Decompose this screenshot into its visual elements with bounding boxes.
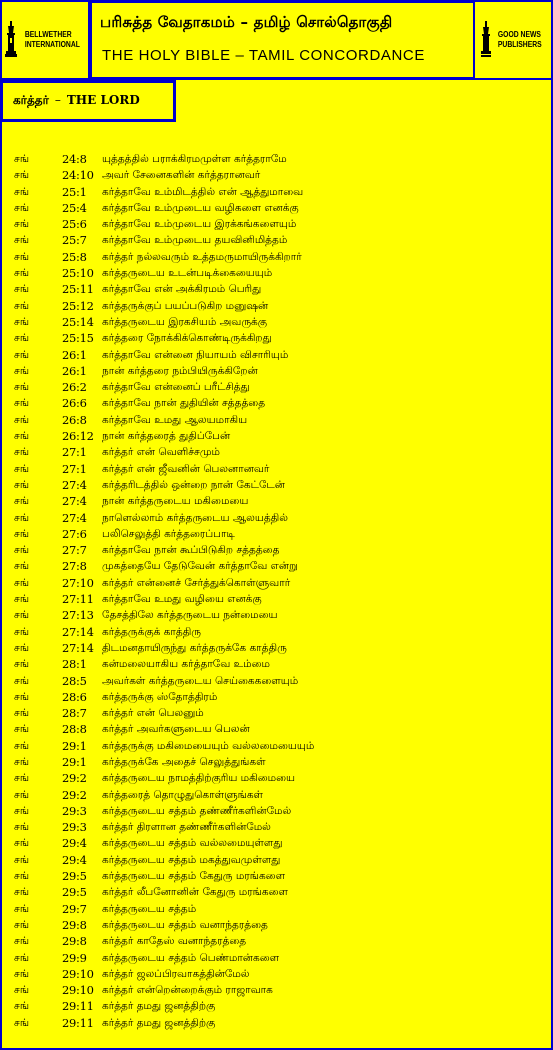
list-item (0, 216, 553, 232)
book-abbrev: சங் (14, 821, 30, 834)
book-abbrev: சங் (14, 658, 30, 671)
verse-reference: 29:11 (62, 1015, 94, 1030)
verse-text: கர்த்தருடைய நாமத்திற்குரிய மகிமையை (102, 772, 296, 785)
verse-text: கர்த்தாவே நான் கூப்பிடுகிற சத்தத்தை (102, 544, 280, 557)
verse-reference: 29:2 (62, 787, 87, 802)
list-item (0, 493, 553, 509)
book-abbrev: சங் (14, 690, 30, 703)
book-abbrev: சங் (14, 641, 30, 654)
verse-text: கர்த்தாவே உம்மிடத்தில் என் ஆத்துமாவை (102, 185, 304, 198)
verse-reference: 26:8 (62, 412, 87, 427)
verse-text: கர்த்தருடைய சத்தம் வனாந்தரத்தை (102, 918, 268, 931)
verse-text: கர்த்தர் தமது ஜனத்திற்கு (102, 1016, 216, 1029)
verse-text: கர்த்தரை நோக்கிக்கொண்டிருக்கிறது (102, 332, 272, 345)
verse-text: கர்த்தரைத் தொழுதுகொள்ளுங்கள் (102, 788, 264, 801)
book-abbrev: சங் (14, 707, 30, 720)
verse-reference: 27:13 (62, 608, 94, 623)
verse-text: கர்த்தர் காதேஸ் வனாந்தரத்தை (102, 935, 247, 948)
book-abbrev: சங் (14, 772, 30, 785)
verse-reference: 27:4 (62, 477, 87, 492)
verse-reference: 24:8 (62, 152, 87, 166)
verse-text: கர்த்தருக்கே அதைச் செலுத்துங்கள் (102, 755, 266, 768)
verse-text: கர்த்தர் அவர்களுடைய பெலன் (102, 723, 250, 736)
book-abbrev: சங் (14, 544, 30, 557)
verse-text: கர்த்தாவே உம்முடைய வழிகளை எனக்கு (102, 201, 299, 214)
book-abbrev: சங் (14, 902, 30, 915)
list-item (0, 705, 553, 721)
list-item (0, 281, 553, 297)
book-abbrev: சங் (14, 430, 30, 443)
verse-text: கர்த்தாவே என்னைப் பரீட்சித்து (102, 381, 250, 394)
verse-text: கர்த்தருக்கு ஸ்தோத்திரம் (102, 690, 218, 703)
list-item (0, 542, 553, 558)
verse-reference: 26:1 (62, 347, 87, 362)
list-item (0, 689, 553, 705)
list-item (0, 461, 553, 477)
verse-reference: 27:8 (62, 559, 87, 574)
book-abbrev: சங் (14, 185, 30, 198)
book-abbrev: சங் (14, 218, 30, 231)
verse-text: கர்த்தர் என் ஜீவனின் பெலனானவர் (102, 462, 270, 475)
book-abbrev: சங் (14, 870, 30, 883)
verse-reference: 27:1 (62, 445, 87, 460)
list-item (0, 526, 553, 542)
subject-box (0, 80, 176, 122)
verse-reference: 27:14 (62, 640, 94, 655)
subject-tamil: கர்த்தர் (13, 93, 49, 107)
concordance-list (0, 151, 553, 1031)
verse-reference: 28:6 (62, 689, 87, 704)
verse-text: கர்த்தர் திரளான தண்ணீர்களின்மேல் (102, 821, 271, 834)
list-item (0, 363, 553, 379)
list-item (0, 901, 553, 917)
verse-text: கர்த்தருடைய சத்தம் வல்லமையுள்ளது (102, 837, 283, 850)
book-abbrev: சங் (14, 153, 30, 165)
left-logo-box (0, 0, 90, 80)
book-abbrev: சங் (14, 984, 30, 997)
verse-text: கர்த்தருடைய உடன்படிக்கையையும் (102, 267, 273, 280)
verse-text: கர்த்தர் ஜலப்பிரவாகத்தின்மேல் (102, 967, 250, 980)
book-abbrev: சங் (14, 886, 30, 899)
verse-text: கர்த்தாவே உம்முடைய இரக்கங்களையும் (102, 218, 297, 231)
book-abbrev: சங் (14, 250, 30, 263)
bell-tower-icon (5, 21, 17, 59)
verse-text: பலிசெலுத்தி கர்த்தரைப்பாடி (102, 527, 235, 540)
list-item (0, 249, 553, 265)
book-abbrev: சங் (14, 853, 30, 866)
book-abbrev: சங் (14, 495, 30, 508)
verse-text: திடமனதாயிருந்து கர்த்தருக்கே காத்திரு (102, 641, 287, 654)
verse-text: கர்த்தருடைய சத்தம் (102, 902, 197, 915)
list-item (0, 607, 553, 623)
book-abbrev: சங் (14, 478, 30, 491)
verse-reference: 29:1 (62, 754, 87, 769)
verse-reference: 28:8 (62, 722, 87, 737)
verse-reference: 28:1 (62, 657, 87, 672)
book-abbrev: சங் (14, 201, 30, 214)
list-item (0, 721, 553, 737)
book-abbrev: சங் (14, 381, 30, 394)
verse-text: நான் கர்த்தருடைய மகிமையை (102, 495, 249, 508)
list-item (0, 624, 553, 640)
book-abbrev: சங் (14, 560, 30, 573)
verse-text: கர்த்தர் லீபனோனின் கேதுரு மரங்களை (102, 886, 288, 899)
list-item (0, 347, 553, 363)
verse-text: யுத்தத்தில் பராக்கிரமமுள்ள கர்த்தராமே (102, 153, 287, 165)
list-item (0, 184, 553, 200)
verse-text: அவர் சேனைகளின் கர்த்தரானவர் (102, 169, 261, 182)
list-item (0, 787, 553, 803)
list-item (0, 151, 553, 167)
verse-text: கர்த்தர் தமது ஜனத்திற்கு (102, 1000, 216, 1013)
good-news-logo (475, 2, 551, 78)
tower-icon (481, 21, 491, 59)
book-abbrev: சங் (14, 576, 30, 589)
list-item (0, 982, 553, 998)
verse-text: கர்த்தாவே உம்முடைய தயவினிமித்தம் (102, 234, 288, 247)
book-abbrev: சங் (14, 397, 30, 410)
verse-reference: 26:2 (62, 380, 87, 395)
list-item (0, 575, 553, 591)
verse-reference: 27:11 (62, 592, 94, 607)
list-item (0, 884, 553, 900)
list-item (0, 770, 553, 786)
list-item (0, 510, 553, 526)
verse-reference: 24:10 (62, 168, 94, 183)
book-abbrev: சங் (14, 609, 30, 622)
verse-text: கர்த்தருடைய சத்தம் பெண்மான்களை (102, 951, 280, 964)
verse-reference: 27:10 (62, 575, 94, 590)
verse-text: கர்த்தாவே என்னை நியாயம் விசாரியும் (102, 348, 289, 361)
verse-reference: 27:6 (62, 526, 87, 541)
list-item (0, 673, 553, 689)
verse-reference: 29:4 (62, 852, 87, 867)
verse-text: கர்த்தர் என் பெலனும் (102, 707, 204, 720)
logo-text-line: PUBLISHERS (497, 40, 542, 49)
verse-text: கர்த்தருடைய சத்தம் கேதுரு மரங்களை (102, 870, 286, 883)
subject-heading (13, 93, 140, 109)
verse-text: நான் கர்த்தரை நம்பியிருக்கிறேன் (102, 364, 258, 377)
book-abbrev: சங் (14, 462, 30, 475)
verse-text: நாளெல்லாம் கர்த்தருடைய ஆலயத்தில் (102, 511, 288, 524)
verse-reference: 29:3 (62, 820, 87, 835)
list-item (0, 395, 553, 411)
list-item (0, 917, 553, 933)
book-abbrev: சங் (14, 837, 30, 850)
book-abbrev: சங் (14, 739, 30, 752)
subject-separator: – (54, 93, 61, 107)
book-abbrev: சங் (14, 315, 30, 328)
verse-reference: 27:1 (62, 461, 87, 476)
verse-reference: 26:6 (62, 396, 87, 411)
verse-reference: 29:10 (62, 983, 94, 998)
list-item (0, 868, 553, 884)
logo-text-line: BELLWETHER (24, 30, 72, 39)
verse-reference: 27:14 (62, 624, 94, 639)
verse-text: கர்த்தருக்குக் காத்திரு (102, 625, 202, 638)
verse-text: கர்த்தர் என்னைச் சேர்த்துக்கொள்ளுவார் (102, 576, 291, 589)
logo-text-line: GOOD NEWS (497, 30, 541, 39)
verse-text: கர்த்தர் நல்லவரும் உத்தமருமாயிருக்கிறார் (102, 250, 302, 263)
verse-text: கர்த்தருக்கு மகிமையையும் வல்லமையையும் (102, 739, 315, 752)
list-item (0, 428, 553, 444)
list-item (0, 200, 553, 216)
list-item (0, 754, 553, 770)
good-news-logo-text (498, 30, 542, 50)
verse-text: கர்த்தரிடத்தில் ஒன்றை நான் கேட்டேன் (102, 478, 285, 491)
verse-reference: 25:7 (62, 233, 87, 248)
book-abbrev: சங் (14, 527, 30, 540)
book-abbrev: சங் (14, 951, 30, 964)
verse-reference: 27:7 (62, 543, 87, 558)
list-item (0, 379, 553, 395)
verse-reference: 29:10 (62, 966, 94, 981)
verse-reference: 29:7 (62, 901, 87, 916)
verse-text: கர்த்தருடைய சத்தம் மகத்துவமுள்ளது (102, 853, 281, 866)
bellwether-logo-text (25, 30, 80, 50)
verse-reference: 29:8 (62, 934, 87, 949)
list-item (0, 558, 553, 574)
bellwether-logo (2, 2, 88, 78)
verse-reference: 29:3 (62, 803, 87, 818)
list-item (0, 998, 553, 1014)
list-item (0, 852, 553, 868)
verse-reference: 29:5 (62, 885, 87, 900)
title-tamil: பரிசுத்த வேதாகமம் – தமிழ் சொல்தொகுதி (100, 13, 393, 31)
list-item (0, 1015, 553, 1031)
list-item (0, 803, 553, 819)
verse-text: கர்த்தருக்குப் பயப்படுகிற மனுஷன் (102, 299, 269, 312)
list-item (0, 444, 553, 460)
list-item (0, 819, 553, 835)
verse-reference: 25:10 (62, 266, 94, 281)
book-abbrev: சங் (14, 364, 30, 377)
book-abbrev: சங் (14, 1000, 30, 1013)
list-item (0, 412, 553, 428)
verse-reference: 25:11 (62, 282, 94, 297)
verse-reference: 25:4 (62, 200, 87, 215)
book-abbrev: சங் (14, 935, 30, 948)
list-item (0, 656, 553, 672)
book-abbrev: சங் (14, 283, 30, 296)
book-abbrev: சங் (14, 788, 30, 801)
verse-reference: 27:4 (62, 510, 87, 525)
list-item (0, 738, 553, 754)
verse-reference: 29:8 (62, 917, 87, 932)
book-abbrev: சங் (14, 169, 30, 182)
book-abbrev: சங் (14, 804, 30, 817)
book-abbrev: சங் (14, 267, 30, 280)
verse-text: நான் கர்த்தரைத் துதிப்பேன் (102, 430, 231, 443)
verse-text: அவர்கள் கர்த்தருடைய செய்கைகளையும் (102, 674, 299, 687)
list-item (0, 640, 553, 656)
verse-text: கர்த்தாவே என் அக்கிரமம் பெரிது (102, 283, 262, 296)
list-item (0, 477, 553, 493)
book-abbrev: சங் (14, 332, 30, 345)
book-abbrev: சங் (14, 299, 30, 312)
verse-reference: 25:15 (62, 331, 94, 346)
verse-text: கன்மலையாகிய கர்த்தாவே உம்மை (102, 658, 270, 671)
subject-english: THE LORD (66, 93, 140, 107)
title-box (89, 0, 476, 80)
verse-text: கர்த்தாவே உமது ஆலயமாகிய (102, 413, 248, 426)
verse-reference: 26:1 (62, 363, 87, 378)
verse-reference: 28:5 (62, 673, 87, 688)
verse-reference: 29:2 (62, 771, 87, 786)
book-abbrev: சங் (14, 967, 30, 980)
book-abbrev: சங் (14, 755, 30, 768)
book-abbrev: சங் (14, 446, 30, 459)
list-item (0, 835, 553, 851)
book-abbrev: சங் (14, 511, 30, 524)
verse-reference: 29:4 (62, 836, 87, 851)
verse-text: கர்த்தர் என்றென்றைக்கும் ராஜாவாக (102, 984, 273, 997)
verse-text: கர்த்தாவே உமது வழியை எனக்கு (102, 593, 262, 606)
list-item (0, 950, 553, 966)
verse-reference: 26:12 (62, 429, 94, 444)
book-abbrev: சங் (14, 234, 30, 247)
book-abbrev: சங் (14, 1016, 30, 1029)
verse-reference: 29:5 (62, 869, 87, 884)
list-item (0, 933, 553, 949)
verse-reference: 29:1 (62, 738, 87, 753)
verse-reference: 25:1 (62, 184, 87, 199)
title-english: THE HOLY BIBLE – TAMIL CONCORDANCE (102, 47, 425, 64)
verse-text: தேசத்திலே கர்த்தருடைய நன்மையை (102, 609, 278, 622)
book-abbrev: சங் (14, 674, 30, 687)
book-abbrev: சங் (14, 723, 30, 736)
logo-text-line: INTERNATIONAL (24, 40, 81, 49)
verse-reference: 25:8 (62, 249, 87, 264)
verse-text: கர்த்தருடைய சத்தம் தண்ணீர்களின்மேல் (102, 804, 292, 817)
verse-reference: 28:7 (62, 706, 87, 721)
list-item (0, 167, 553, 183)
list-item (0, 232, 553, 248)
list-item (0, 298, 553, 314)
list-item (0, 966, 553, 982)
header (0, 0, 553, 80)
book-abbrev: சங் (14, 918, 30, 931)
verse-text: கர்த்தாவே நான் துதியின் சத்தத்தை (102, 397, 266, 410)
verse-reference: 25:6 (62, 217, 87, 232)
verse-reference: 29:11 (62, 999, 94, 1014)
book-abbrev: சங் (14, 348, 30, 361)
list-item (0, 591, 553, 607)
list-item (0, 330, 553, 346)
verse-reference: 25:14 (62, 314, 94, 329)
book-abbrev: சங் (14, 625, 30, 638)
verse-reference: 25:12 (62, 298, 94, 313)
right-logo-box (473, 0, 553, 80)
verse-text: முகத்தையே தேடுவேன் கர்த்தாவே என்று (102, 560, 298, 573)
verse-text: கர்த்தர் என் வெளிச்சமும் (102, 446, 220, 459)
list-item (0, 265, 553, 281)
verse-reference: 27:4 (62, 494, 87, 509)
verse-text: கர்த்தருடைய இரகசியம் அவருக்கு (102, 315, 268, 328)
book-abbrev: சங் (14, 593, 30, 606)
book-abbrev: சங் (14, 413, 30, 426)
verse-reference: 29:9 (62, 950, 87, 965)
list-item (0, 314, 553, 330)
